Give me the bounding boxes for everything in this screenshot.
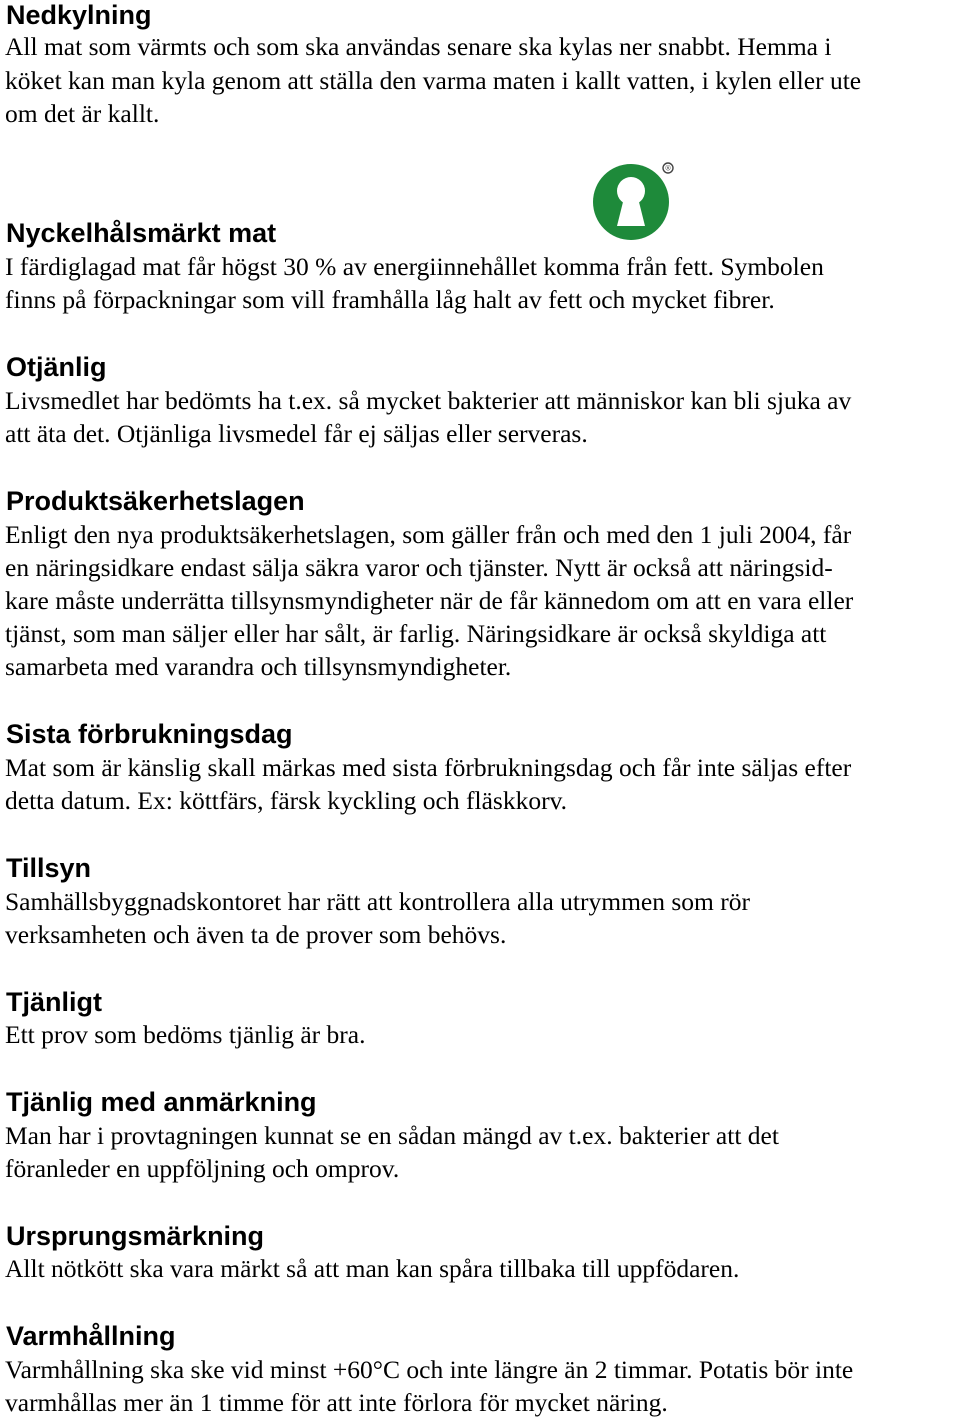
term-heading: Tjänlig med anmärkning: [6, 1087, 317, 1117]
term-heading: Produktsäkerhetslagen: [6, 486, 305, 516]
definition-line: verksamheten och även ta de prover som behövs.: [5, 920, 507, 949]
definition-line: föranleder en uppföljning och omprov.: [5, 1154, 400, 1183]
definition-line: samarbeta med varandra och tillsynsmyndigheter.: [5, 652, 512, 681]
term-heading: Otjänlig: [6, 352, 107, 382]
definition-line: Allt nötkött ska vara märkt så att man kan spåra tillbaka till uppfödaren.: [5, 1254, 740, 1283]
definition-line: I färdiglagad mat får högst 30 % av energiinnehållet komma från fett. Symbolen: [5, 252, 824, 281]
definition-line: Livsmedlet har bedömts ha t.ex. så mycket bakterier att människor kan bli sjuka av: [5, 386, 852, 415]
term-heading: Nyckelhålsmärkt mat: [6, 218, 277, 248]
definition-line: detta datum. Ex: köttfärs, färsk kyckling och fläskkorv.: [5, 786, 568, 815]
term-heading: Tjänligt: [6, 987, 102, 1017]
definition-line: tjänst, som man säljer eller har sålt, är farlig. Näringsidkare är också skyldiga att: [5, 619, 827, 648]
keyhole-logo-icon: [591, 160, 675, 240]
definition-line: köket kan man kyla genom att ställa den varma maten i kallt vatten, i kylen eller ute: [5, 66, 862, 95]
definition-line: en näringsidkare endast sälja säkra varor och tjänster. Nytt är också att näringsid-: [5, 553, 833, 582]
definition-line: Varmhållning ska ske vid minst +60°C och inte längre än 2 timmar. Potatis bör inte: [5, 1355, 854, 1384]
definition-line: om det är kallt.: [5, 99, 160, 128]
term-heading: Sista förbrukningsdag: [6, 719, 293, 749]
definition-line: Ett prov som bedöms tjänlig är bra.: [5, 1020, 366, 1049]
registered-mark: ®: [664, 164, 672, 173]
term-heading: Nedkylning: [6, 0, 152, 30]
definition-line: att äta det. Otjänliga livsmedel får ej säljas eller serveras.: [5, 419, 588, 448]
definition-line: Samhällsbyggnadskontoret har rätt att kontrollera alla utrymmen som rör: [5, 887, 750, 916]
term-heading: Ursprungsmärkning: [6, 1221, 265, 1251]
definition-line: varmhållas mer än 1 timme för att inte förlora för mycket näring.: [5, 1388, 668, 1417]
definition-line: Man har i provtagningen kunnat se en sådan mängd av t.ex. bakterier att det: [5, 1121, 779, 1150]
definition-line: kare måste underrätta tillsynsmyndigheter när de får kännedom om att en vara eller: [5, 586, 854, 615]
term-heading: Varmhållning: [6, 1321, 176, 1351]
definition-line: All mat som värmts och som ska användas senare ska kylas ner snabbt. Hemma i: [5, 32, 832, 61]
term-heading: Tillsyn: [6, 853, 92, 883]
definition-line: Mat som är känslig skall märkas med sista förbrukningsdag och får inte säljas efter: [5, 753, 852, 782]
definition-line: Enligt den nya produktsäkerhetslagen, som gäller från och med den 1 juli 2004, får: [5, 520, 852, 549]
definition-line: finns på förpackningar som vill framhålla låg halt av fett och mycket fibrer.: [5, 285, 775, 314]
